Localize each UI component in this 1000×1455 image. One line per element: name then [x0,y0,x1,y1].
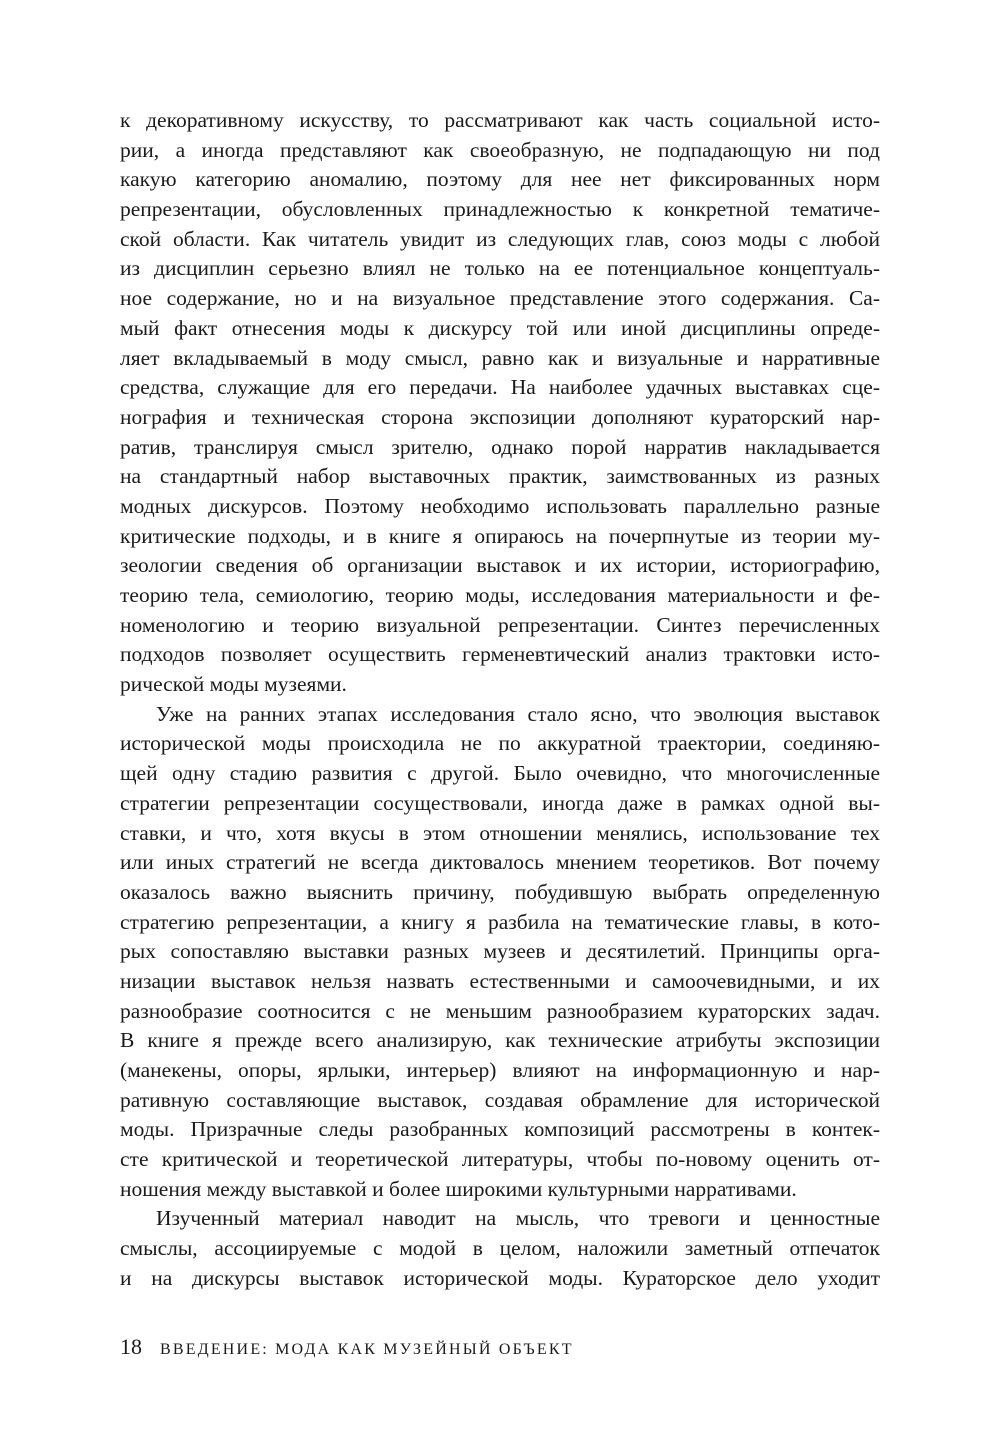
text-line: Уже на ранних этапах исследования стало ясно, что эволюция выставок [156,701,880,726]
text-line: ративную составляющие выставок, создавая обрамление для исторической [120,1087,880,1112]
page-number: 18 [120,1334,142,1359]
text-line: критические подходы, и в книге я опираюсь на почерпнутые из теории му- [120,523,880,548]
running-head: ВВЕДЕНИЕ: МОДА КАК МУЗЕЙНЫЙ ОБЪЕКТ [160,1341,574,1358]
text-line: и на дискурсы выставок исторической моды. Кураторское дело уходит [120,1265,880,1290]
text-line: оказалось важно выяснить причину, побудившую выбрать определенную [120,879,880,904]
body-text [120,106,880,1294]
text-line: или иных стратегий не всегда диктовалось мнением теоретиков. Вот почему [120,850,880,875]
text-line: к декоративному искусству, то рассматривают как часть социальной исто- [120,108,880,132]
text-line: стратегии репрезентации сосуществовали, иногда даже в рамках одной вы- [120,790,880,815]
text-line: зеологии сведения об организации выставок и их истории, историографию, [120,553,880,578]
text-line: ношения между выставкой и более широкими культурными нарративами. [120,1176,797,1201]
text-line: нография и техническая сторона экспозиции дополняют кураторский нар- [120,404,880,429]
text-line: ставки, и что, хотя вкусы в этом отношении менялись, использование тех [120,820,880,845]
text-line: рии, а иногда представляют как своеобразную, не подпадающую ни под [120,137,880,162]
text-line: моды. Призрачные следы разобранных композиций рассмотрены в контек- [120,1117,880,1142]
text-line: средства, служащие для его передачи. На наиболее удачных выставках сце- [120,375,880,400]
text-line: какую категорию аномалию, поэтому для нее нет фиксированных норм [120,167,880,192]
text-line: Изученный материал наводит на мысль, что тревоги и ценностные [156,1206,880,1231]
text-line: стратегию репрезентации, а книгу я разбила на тематические главы, в кото- [120,909,880,934]
text-line: рической моды музеями. [120,672,347,697]
paragraph [120,700,880,1205]
text-line: исторической моды происходила не по аккуратной траектории, соединяю- [120,731,880,756]
text-line: ное содержание, но и на визуальное представление этого содержания. Са- [120,286,880,311]
text-line: номенологию и теорию визуальной репрезентации. Синтез перечисленных [120,612,880,637]
text-line: модных дискурсов. Поэтому необходимо использовать параллельно разные [120,493,880,518]
text-line: ратив, транслируя смысл зрителю, однако порой нарратив накладывается [120,434,880,459]
text-line: смыслы, ассоциируемые с модой в целом, наложили заметный отпечаток [120,1236,880,1261]
text-line: мый факт отнесения моды к дискурсу той или иной дисциплины опреде- [120,315,880,340]
text-line: репрезентации, обусловленных принадлежностью к конкретной тематиче- [120,197,880,222]
paragraph [120,106,880,700]
text-line: низации выставок нельзя назвать естественными и самоочевидными, и их [120,968,880,993]
text-line: ляет вкладываемый в моду смысл, равно как и визуальные и нарративные [120,345,880,370]
text-line: теорию тела, семиологию, теорию моды, исследования материальности и фе- [120,583,880,607]
text-line: (манекены, опоры, ярлыки, интерьер) влияют на информационную и нар- [120,1058,880,1082]
text-line: рых сопоставляю выставки разных музеев и десятилетий. Принципы орга- [120,939,880,964]
page-footer [120,1332,574,1362]
paragraph [120,1204,880,1293]
text-line: В книге я прежде всего анализирую, как технические атрибуты экспозиции [120,1028,880,1053]
text-line: из дисциплин серьезно влиял не только на ее потенциальное концептуаль- [120,256,880,281]
text-line: сте критической и теоретической литературы, чтобы по-новому оценить от- [120,1147,880,1172]
text-line: на стандартный набор выставочных практик, заимствованных из разных [120,464,880,489]
text-line: ской области. Как читатель увидит из следующих глав, союз моды с любой [120,226,880,251]
text-line: щей одну стадию развития с другой. Было очевидно, что многочисленные [120,761,880,786]
text-line: разнообразие соотносится с не меньшим разнообразием кураторских задач. [120,998,880,1023]
text-line: подходов позволяет осуществить герменевтический анализ трактовки исто- [120,642,880,667]
